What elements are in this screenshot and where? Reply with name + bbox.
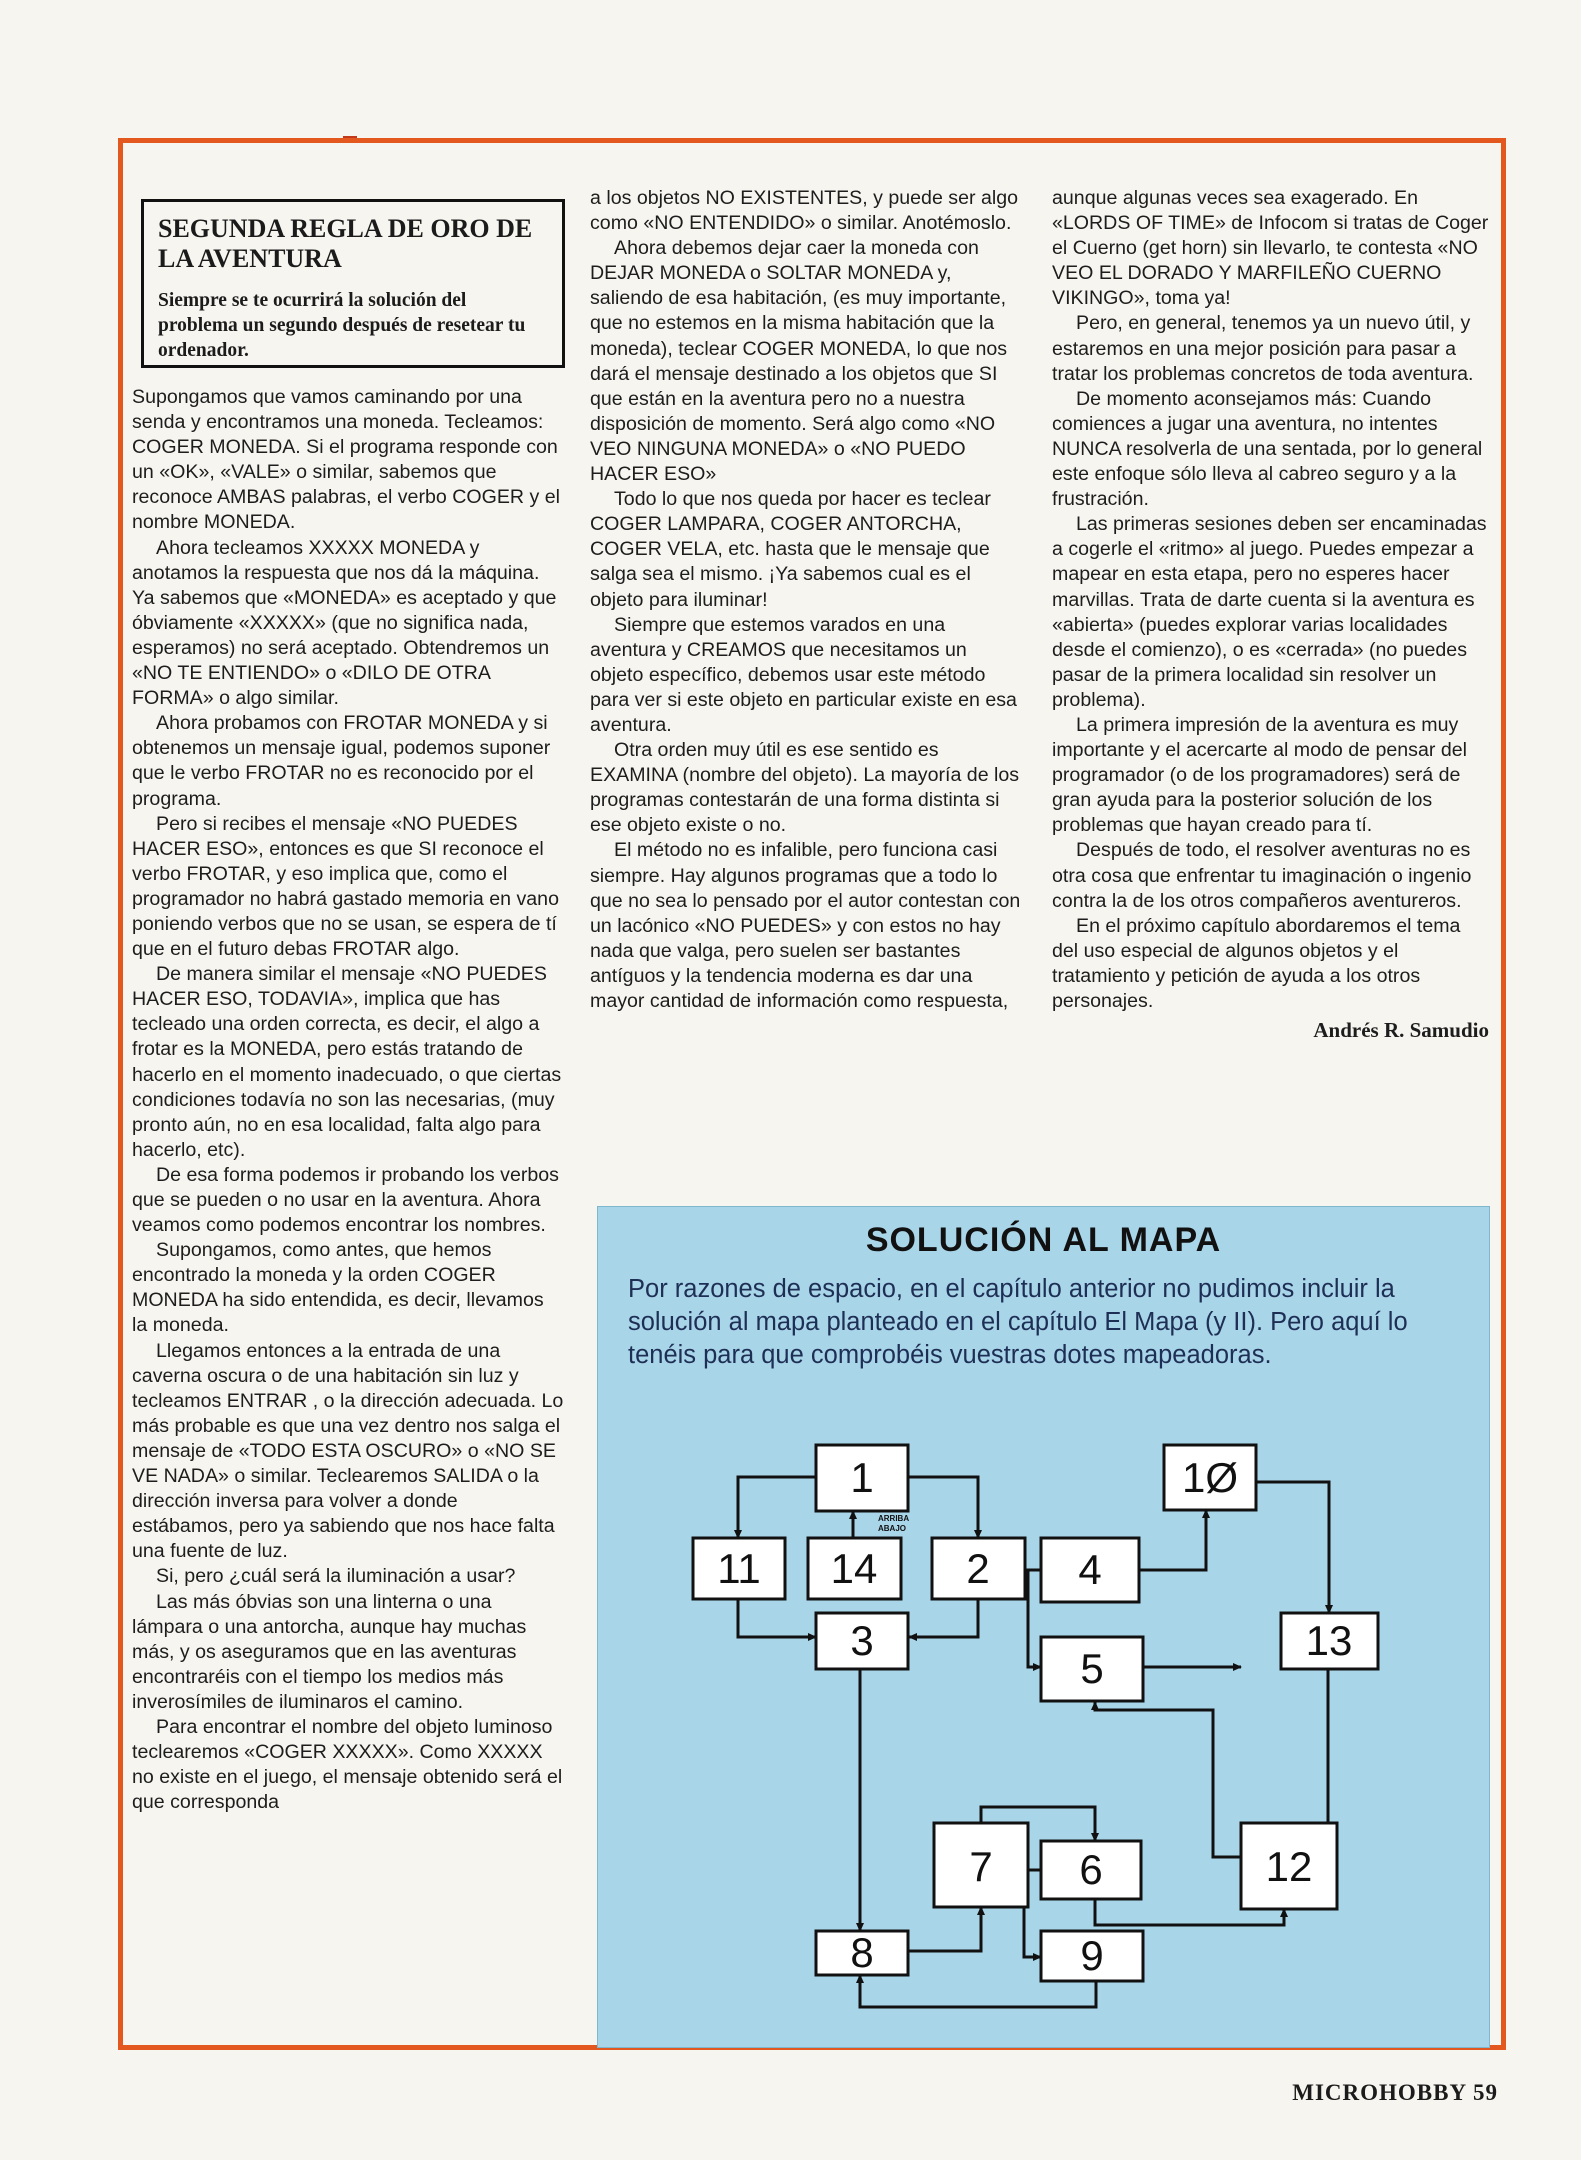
solution-title: SOLUCIÓN AL MAPA [865, 1221, 1222, 1259]
paragraph: Ahora debemos dejar caer la moneda con DEJAR MONEDA o SOLTAR MONEDA y, saliendo de esa habitación, (es muy importante, que no estemos en la misma habitación que la moneda), teclear COGER MONEDA, lo que nos dará el mensaje destinado a los objetos que SI que están en la aventura pero no a nuestra disposición de momento. Será algo como «NO VEO NINGUNA MONEDA» o «NO PUEDO HACER ESO» [590, 237, 1008, 486]
room-14 [808, 1538, 901, 1599]
room-label: 8 [850, 1929, 874, 1976]
paragraph: Supongamos que vamos caminando por una senda y encontramos una moneda. Tecleamos: COGER MONEDA. Si el programa responde con un «OK», «VALE» o similar, sabemos que reconoce AMBAS palabras, el verbo COGER y el nombre MONEDA. [132, 386, 560, 534]
connection-12-5 [1095, 1702, 1241, 1857]
paragraph: Todo lo que nos queda por hacer es teclear COGER LAMPARA, COGER ANTORCHA, COGER VELA, etc. hasta que le mensaje que salga sea el mismo. ¡Ya sabemos cual es el objeto para iluminar! [590, 488, 991, 611]
room-9 [1041, 1931, 1143, 1981]
room-11 [693, 1538, 785, 1599]
article-column-2 [590, 186, 1022, 1014]
author-signature: Andrés R. Samudio [1313, 1018, 1489, 1043]
solution-text: Por razones de espacio, en el capítulo anterior no pudimos incluir la solución al mapa planteado en el capítulo El Mapa (y II). Pero aquí lo tenéis para que comprobéis vuestras dotes mapeadoras. [628, 1275, 1408, 1369]
adventure-map [598, 1207, 1491, 2049]
room-5 [1041, 1637, 1143, 1701]
room-label: 13 [1305, 1617, 1353, 1664]
room-label: 11 [717, 1545, 761, 1592]
paragraph: De momento aconsejamos más: Cuando comiences a jugar una aventura, no intentes NUNCA resolverla de una sentada, por lo general este enfoque sólo lleva al cabreo seguro y a la frustración. [1052, 387, 1483, 511]
paragraph: Ahora probamos con FROTAR MONEDA y si obtenemos un mensaje igual, podemos suponer que le verbo FROTAR no es reconocido por el programa. [132, 712, 551, 810]
paragraph: Después de todo, el resolver aventuras no es otra cosa que enfrentar tu imaginación o ingenio contra la de los otros compañeros aventureros. [1052, 839, 1472, 912]
updown-label-2: ABAJO [878, 1524, 907, 1533]
page-footer [1292, 2080, 1498, 2106]
paragraph: La primera impresión de la aventura es muy importante y el acercarte al modo de pensar del programador (o de los programadores) será de gran ayuda para la posterior solución de los problemas que hayan creado para tí. [1052, 713, 1467, 837]
paragraph: aunque algunas veces sea exagerado. En «LORDS OF TIME» de Infocom si tratas de Coger el Cuerno (get horn) sin llevarlo, te contesta «NO VEO EL DORADO Y MARFILEÑO CUERNO VIKINGO», toma ya! [1052, 187, 1489, 310]
room-label: 9 [1080, 1932, 1104, 1979]
rule-box [141, 199, 565, 368]
rule-title: SEGUNDA REGLA DE ORO DE LA AVENTURA [158, 214, 533, 273]
rule-text: Siempre se te ocurrirá la solución del problema un segundo después de resetear tu ordenador. [158, 290, 526, 361]
room-8 [816, 1929, 908, 1976]
room-label: 2 [966, 1545, 990, 1592]
room-label: 14 [830, 1545, 878, 1592]
paragraph: Pero, en general, tenemos ya un nuevo útil, y estaremos en una mejor posición para pasar a tratar los problemas concretos de toda aventura. [1052, 312, 1474, 385]
solution-panel [597, 1206, 1490, 2048]
room-3 [816, 1613, 908, 1669]
paragraph: Si, pero ¿cuál será la iluminación a usar? [156, 1565, 516, 1588]
room-10 [1164, 1445, 1256, 1510]
updown-label-1: ARRIBA [878, 1514, 910, 1523]
paragraph: Supongamos, como antes, que hemos encontrado la moneda y la orden COGER MONEDA ha sido entendida, es decir, llevamos la moneda. [132, 1239, 544, 1337]
connection-1-11 [738, 1477, 816, 1538]
room-label: 12 [1265, 1843, 1313, 1890]
paragraph: Para encontrar el nombre del objeto luminoso teclearemos «COGER XXXXX». Como XXXXX no existe en el juego, el mensaje obtenido será el que corresponda [132, 1715, 563, 1814]
room-13 [1281, 1613, 1378, 1669]
connection-11-3 [738, 1599, 816, 1637]
connection-1-2 [909, 1477, 978, 1538]
paragraph: a los objetos NO EXISTENTES, y puede ser algo como «NO ENTENDIDO» o similar. Anotémoslo. [590, 187, 1019, 235]
paragraph: Siempre que estemos varados en una aventura y CREAMOS que necesitamos un objeto específico, debemos usar este método para ver si este objeto en particular existe en esa aventura. [590, 613, 1017, 736]
paragraph: Las más óbvias son una linterna o una lámpara o una antorcha, aunque hay muchas más, y os aseguramos que en las aventuras encontraréis con el tiempo los medios más inverosímiles de iluminaros el camino. [132, 1590, 527, 1713]
paragraph: De manera similar el mensaje «NO PUEDES HACER ESO, TODAVIA», implica que has tecleado una orden correcta, es decir, el algo a frotar es la MONEDA, pero estás tratando de hacerlo en el momento inadecuado, o que ciertas condiciones todavía no son las necesarias, (muy pronto aún, no en esa localidad, falta algo para hacerlo, etc). [132, 963, 562, 1161]
room-label: 6 [1079, 1846, 1103, 1893]
connection-4-10 [1139, 1510, 1206, 1570]
magazine-name: MICROHOBBY [1292, 2080, 1467, 2105]
room-2 [932, 1538, 1025, 1599]
connection-8-7 [909, 1907, 981, 1951]
room-6 [1041, 1841, 1141, 1899]
paragraph: En el próximo capítulo abordaremos el tema del uso especial de algunos objetos y el tratamiento y petición de ayuda a los otros personajes. [1052, 914, 1461, 1012]
room-label: 1 [850, 1454, 874, 1501]
page-number: 59 [1473, 2080, 1498, 2105]
room-7 [934, 1823, 1028, 1907]
room-1 [816, 1445, 908, 1511]
room-label: 1Ø [1181, 1454, 1239, 1501]
connection-4-5 [1028, 1570, 1041, 1667]
paragraph: De esa forma podemos ir probando los verbos que se pueden o no usar en la aventura. Ahora veamos como podemos encontrar los nombres. [132, 1163, 559, 1237]
room-label: 7 [969, 1843, 993, 1890]
room-label: 4 [1078, 1546, 1102, 1593]
article-column-3 [1052, 186, 1489, 1043]
room-12 [1241, 1823, 1337, 1909]
paragraph: Pero si recibes el mensaje «NO PUEDES HACER ESO», entonces es que SI reconoce el verbo FROTAR, y eso implica que, como el programador no habrá gastado memoria en vano poniendo verbos que no se usan, se espera de tí que en el futuro debas FROTAR algo. [132, 812, 559, 961]
paragraph: Ahora tecleamos XXXXX MONEDA y anotamos la respuesta que nos dá la máquina. Ya sabemos que «MONEDA» es aceptado y que óbviamente «XXXXX» (que no significa nada, esperamos) no será aceptado. Obtendremos un «NO TE ENTIENDO» o «DILO DE OTRA FORMA» o algo similar. [132, 536, 557, 710]
room-label: 5 [1080, 1645, 1104, 1692]
paragraph: Las primeras sesiones deben ser encaminadas a cogerle el «ritmo» al juego. Puedes empezar a mapear en esta etapa, pero no esperes hacer marvillas. Trata de darte cuenta si la aventura es «abierta» (puedes explorar varias localidades desde el comienzo), o es «cerrada» (no puedes pasar de la primera localidad sin resolver un problema). [1052, 513, 1487, 711]
paragraph: Llegamos entonces a la entrada de una caverna oscura o de una habitación sin luz y tecleamos ENTRAR , o la dirección adecuada. Lo más probable es que una vez dentro nos salga el mensaje de «TODO ESTA OSCURO» o «NO SE VE NADA» o similar. Teclearemos SALIDA o la dirección inversa para volver a donde estábamos, pero ya sabiendo que nos hace falta una fuente de luz. [132, 1339, 564, 1563]
connection-2-3 [909, 1599, 978, 1637]
article-column-1 [132, 385, 564, 1815]
paragraph: El método no es infalible, pero funciona casi siempre. Hay algunos programas que a todo lo que no sea lo pensado por el autor contestan con un lacónico «NO PUEDES» y con estos no hay nada que valga, pero suelen ser bastantes antíguos y la tendencia moderna es dar una mayor cantidad de información como respuesta, [590, 839, 1021, 1012]
room-4 [1041, 1538, 1139, 1602]
paragraph: Otra orden muy útil es ese sentido es EXAMINA (nombre del objeto). La mayoría de los programas contestarán de una forma distinta si ese objeto existe o no. [590, 739, 1020, 837]
room-label: 3 [850, 1617, 874, 1664]
